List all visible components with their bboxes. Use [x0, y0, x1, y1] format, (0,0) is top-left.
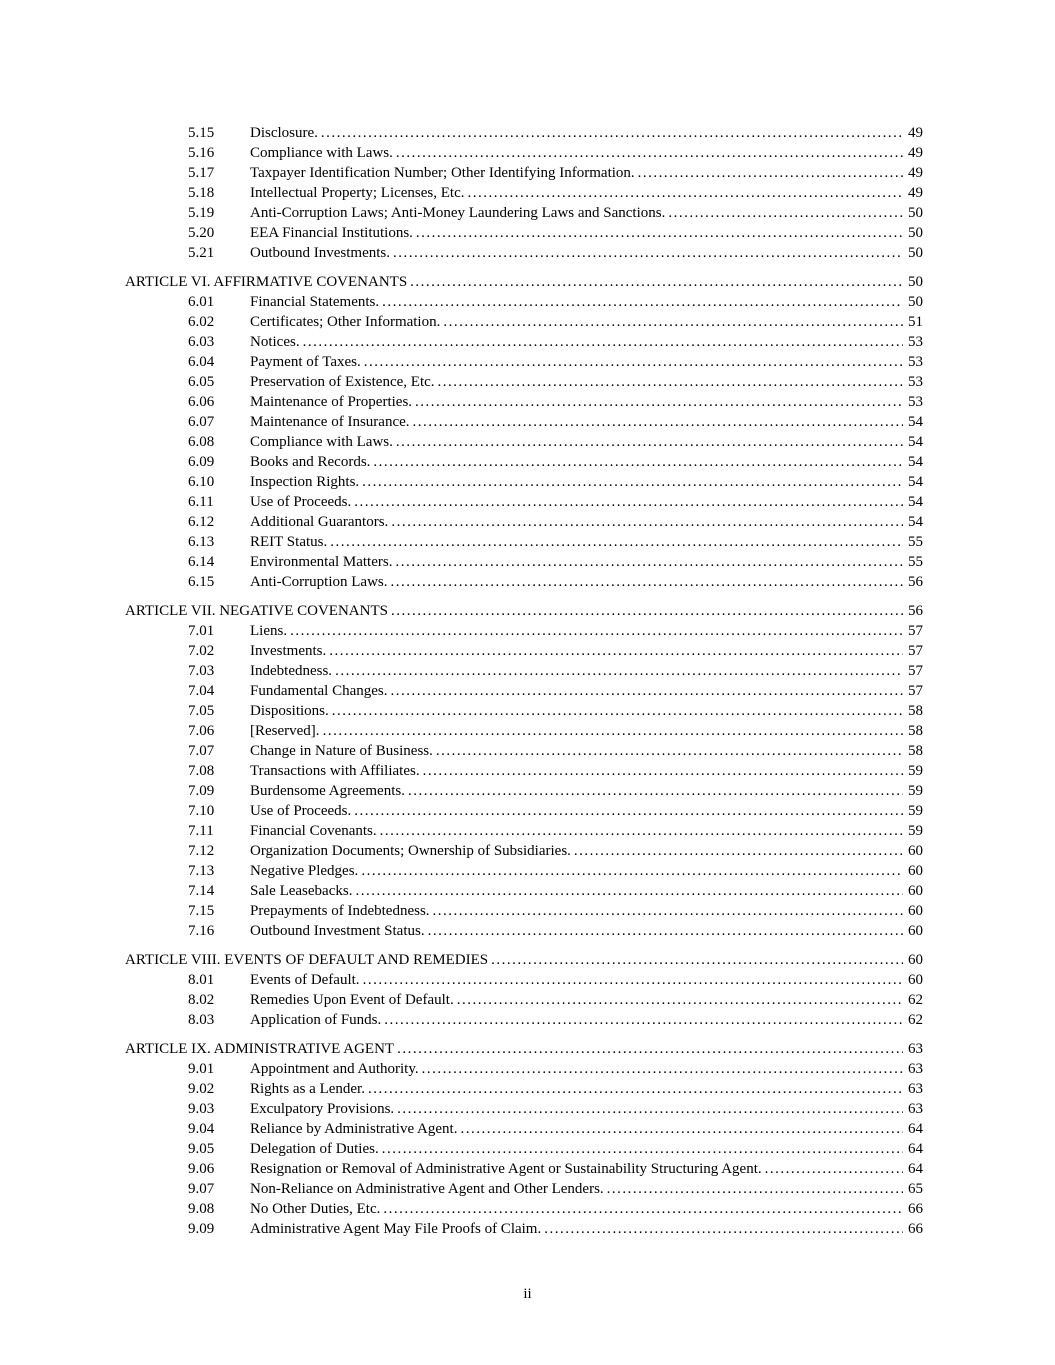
toc-entry-title: Change in Nature of Business.	[250, 743, 433, 759]
toc-entry-number: 6.12	[188, 514, 215, 530]
toc-entry-number: 5.19	[188, 205, 215, 221]
toc-entry-number: 9.02	[188, 1081, 215, 1097]
toc-section-row	[125, 990, 923, 1010]
toc-entry-title: Payment of Taxes.	[250, 354, 361, 370]
toc-section-row	[125, 372, 923, 392]
toc-article-row	[125, 601, 923, 621]
toc-entry-number: 7.01	[188, 623, 215, 639]
toc-entry-number: 6.04	[188, 354, 215, 370]
table-of-contents	[125, 123, 923, 1239]
dot-leader	[544, 1219, 903, 1239]
toc-section-row	[125, 1199, 923, 1219]
toc-section-row	[125, 1219, 923, 1239]
toc-entry-page: 62	[908, 1012, 923, 1028]
dot-leader	[321, 123, 903, 143]
toc-entry-title: Exculpatory Provisions.	[250, 1101, 395, 1117]
dot-leader	[290, 621, 903, 641]
toc-entry-number: 6.02	[188, 314, 215, 330]
toc-entry-title: Events of Default.	[250, 972, 360, 988]
toc-entry-number: 6.06	[188, 394, 215, 410]
toc-entry-title: EEA Financial Institutions.	[250, 225, 413, 241]
dot-leader	[607, 1179, 903, 1199]
toc-section-row	[125, 970, 923, 990]
toc-entry-title: Anti-Corruption Laws.	[250, 574, 388, 590]
toc-entry-page: 60	[908, 863, 923, 879]
toc-entry-number: 7.15	[188, 903, 215, 919]
toc-entry-page: 54	[908, 434, 923, 450]
toc-entry-page: 58	[908, 743, 923, 759]
toc-entry-number: 7.08	[188, 763, 215, 779]
toc-entry-number: 5.15	[188, 125, 215, 141]
toc-section-row	[125, 1139, 923, 1159]
toc-section-row	[125, 332, 923, 352]
toc-entry-title: REIT Status.	[250, 534, 328, 550]
toc-entry-page: 54	[908, 414, 923, 430]
toc-entry-number: 9.08	[188, 1201, 215, 1217]
toc-entry-title: Financial Statements.	[250, 294, 380, 310]
toc-entry-number: 7.14	[188, 883, 215, 899]
toc-article-row	[125, 950, 923, 970]
toc-entry-number: 8.02	[188, 992, 215, 1008]
toc-entry-page: 53	[908, 334, 923, 350]
toc-entry-page: 59	[908, 763, 923, 779]
dot-leader	[391, 601, 903, 621]
dot-leader	[416, 223, 903, 243]
toc-entry-page: 54	[908, 494, 923, 510]
dot-leader	[413, 412, 903, 432]
toc-entry-number: 7.11	[188, 823, 214, 839]
toc-entry-title: Application of Funds.	[250, 1012, 382, 1028]
toc-section-row	[125, 492, 923, 512]
dot-leader	[433, 901, 903, 921]
toc-entry-title: Environmental Matters.	[250, 554, 393, 570]
toc-entry-page: 64	[908, 1121, 923, 1137]
toc-entry-title: Burdensome Agreements.	[250, 783, 405, 799]
toc-section-row	[125, 243, 923, 263]
toc-section-row	[125, 352, 923, 372]
toc-entry-number: 6.09	[188, 454, 215, 470]
toc-article-row	[125, 1039, 923, 1059]
toc-section-row	[125, 203, 923, 223]
toc-entry-page: 49	[908, 165, 923, 181]
toc-section-row	[125, 1099, 923, 1119]
dot-leader	[373, 452, 903, 472]
dot-leader	[330, 532, 903, 552]
toc-entry-title: Use of Proceeds.	[250, 803, 352, 819]
toc-entry-page: 51	[908, 314, 923, 330]
toc-entry-title: Resignation or Removal of Administrative Agent or Sustainability Structuring Agent.	[250, 1161, 762, 1177]
toc-entry-page: 59	[908, 803, 923, 819]
dot-leader	[668, 203, 903, 223]
toc-entry-title: Transactions with Affiliates.	[250, 763, 420, 779]
dot-leader	[423, 761, 903, 781]
toc-entry-title: ARTICLE VIII. EVENTS OF DEFAULT AND REMEDIES	[125, 952, 489, 968]
toc-article-row	[125, 272, 923, 292]
toc-entry-number: 9.06	[188, 1161, 215, 1177]
toc-entry-number: 8.01	[188, 972, 215, 988]
toc-entry-number: 5.20	[188, 225, 215, 241]
toc-entry-number: 6.07	[188, 414, 215, 430]
dot-leader	[354, 801, 903, 821]
toc-section-row	[125, 552, 923, 572]
toc-entry-number: 5.18	[188, 185, 215, 201]
toc-section-row	[125, 123, 923, 143]
toc-entry-page: 56	[908, 603, 923, 619]
dot-leader	[436, 741, 903, 761]
page-footer	[0, 1284, 1055, 1304]
toc-entry-number: 7.16	[188, 923, 215, 939]
toc-entry-title: Remedies Upon Event of Default.	[250, 992, 454, 1008]
toc-section-row	[125, 1179, 923, 1199]
toc-entry-page: 53	[908, 354, 923, 370]
toc-section-row	[125, 621, 923, 641]
toc-entry-page: 60	[908, 883, 923, 899]
toc-entry-page: 56	[908, 574, 923, 590]
toc-entry-page: 54	[908, 514, 923, 530]
toc-entry-number: 7.12	[188, 843, 215, 859]
toc-entry-page: 49	[908, 185, 923, 201]
toc-section-row	[125, 681, 923, 701]
toc-entry-page: 58	[908, 703, 923, 719]
toc-entry-page: 65	[908, 1181, 923, 1197]
dot-leader	[383, 1199, 903, 1219]
toc-entry-title: Use of Proceeds.	[250, 494, 352, 510]
toc-entry-number: 5.17	[188, 165, 215, 181]
toc-entry-page: 57	[908, 643, 923, 659]
dot-leader	[354, 492, 903, 512]
toc-entry-title: Disclosure.	[250, 125, 318, 141]
toc-entry-page: 50	[908, 245, 923, 261]
toc-entry-title: Compliance with Laws.	[250, 434, 393, 450]
toc-section-row	[125, 1119, 923, 1139]
toc-section-row	[125, 701, 923, 721]
toc-entry-page: 60	[908, 843, 923, 859]
toc-entry-title: ARTICLE IX. ADMINISTRATIVE AGENT	[125, 1041, 395, 1057]
dot-leader	[323, 721, 903, 741]
dot-leader	[390, 572, 903, 592]
dot-leader	[443, 312, 903, 332]
dot-leader	[382, 292, 903, 312]
toc-entry-page: 50	[908, 205, 923, 221]
toc-section-row	[125, 143, 923, 163]
dot-leader	[438, 372, 903, 392]
toc-entry-page: 63	[908, 1081, 923, 1097]
toc-section-row	[125, 921, 923, 941]
dot-leader	[390, 681, 903, 701]
toc-entry-number: 9.04	[188, 1121, 215, 1137]
dot-leader	[410, 272, 903, 292]
toc-entry-number: 7.05	[188, 703, 215, 719]
toc-entry-page: 60	[908, 972, 923, 988]
toc-entry-number: 6.03	[188, 334, 215, 350]
dot-leader	[457, 990, 903, 1010]
toc-section-row	[125, 163, 923, 183]
toc-entry-page: 57	[908, 663, 923, 679]
toc-entry-page: 62	[908, 992, 923, 1008]
toc-section-row	[125, 1079, 923, 1099]
dot-leader	[362, 472, 903, 492]
dot-leader	[396, 143, 903, 163]
toc-entry-page: 63	[908, 1061, 923, 1077]
toc-entry-title: Compliance with Laws.	[250, 145, 393, 161]
toc-section-row	[125, 1159, 923, 1179]
toc-section-row	[125, 512, 923, 532]
toc-entry-number: 6.05	[188, 374, 215, 390]
toc-section-row	[125, 292, 923, 312]
toc-entry-page: 55	[908, 554, 923, 570]
toc-entry-title: Indebtedness.	[250, 663, 333, 679]
dot-leader	[395, 552, 903, 572]
toc-entry-page: 54	[908, 454, 923, 470]
toc-entry-page: 66	[908, 1201, 923, 1217]
dot-leader	[361, 861, 903, 881]
toc-section-row	[125, 781, 923, 801]
toc-entry-number: 9.03	[188, 1101, 215, 1117]
toc-section-row	[125, 881, 923, 901]
dot-leader	[396, 432, 903, 452]
dot-leader	[428, 921, 903, 941]
toc-entry-number: 9.07	[188, 1181, 215, 1197]
toc-section-row	[125, 841, 923, 861]
toc-entry-title: Maintenance of Insurance.	[250, 414, 410, 430]
toc-section-row	[125, 183, 923, 203]
dot-leader	[384, 1010, 903, 1030]
toc-entry-page: 66	[908, 1221, 923, 1237]
dot-leader	[382, 1139, 903, 1159]
toc-entry-title: Certificates; Other Information.	[250, 314, 441, 330]
toc-entry-number: 7.03	[188, 663, 215, 679]
toc-entry-number: 6.10	[188, 474, 215, 490]
toc-entry-page: 59	[908, 783, 923, 799]
dot-leader	[380, 821, 903, 841]
toc-section-row	[125, 661, 923, 681]
toc-section-row	[125, 412, 923, 432]
toc-section-row	[125, 901, 923, 921]
toc-section-row	[125, 472, 923, 492]
toc-entry-title: Outbound Investments.	[250, 245, 390, 261]
toc-entry-title: ARTICLE VI. AFFIRMATIVE COVENANTS	[125, 274, 408, 290]
toc-entry-number: 7.02	[188, 643, 215, 659]
page-number: ii	[523, 1286, 532, 1302]
toc-entry-title: Appointment and Authority.	[250, 1061, 419, 1077]
toc-section-row	[125, 801, 923, 821]
toc-entry-number: 6.11	[188, 494, 214, 510]
dot-leader	[491, 950, 903, 970]
toc-entry-number: 6.15	[188, 574, 215, 590]
toc-entry-page: 60	[908, 923, 923, 939]
toc-entry-page: 64	[908, 1161, 923, 1177]
toc-entry-title: Organization Documents; Ownership of Subsidiaries.	[250, 843, 571, 859]
toc-entry-page: 55	[908, 534, 923, 550]
toc-entry-title: Fundamental Changes.	[250, 683, 388, 699]
toc-entry-title: Books and Records.	[250, 454, 371, 470]
toc-entry-title: Sale Leasebacks.	[250, 883, 353, 899]
toc-section-row	[125, 761, 923, 781]
toc-entry-title: Delegation of Duties.	[250, 1141, 379, 1157]
toc-section-row	[125, 223, 923, 243]
toc-entry-page: 50	[908, 274, 923, 290]
toc-entry-number: 9.09	[188, 1221, 215, 1237]
dot-leader	[408, 781, 903, 801]
toc-section-row	[125, 821, 923, 841]
toc-section-row	[125, 741, 923, 761]
toc-entry-title: Rights as a Lender.	[250, 1081, 365, 1097]
toc-entry-number: 5.21	[188, 245, 215, 261]
toc-entry-title: Intellectual Property; Licenses, Etc.	[250, 185, 465, 201]
toc-section-row	[125, 572, 923, 592]
toc-entry-page: 49	[908, 125, 923, 141]
toc-entry-page: 54	[908, 474, 923, 490]
toc-entry-page: 50	[908, 225, 923, 241]
toc-entry-number: 6.01	[188, 294, 215, 310]
dot-leader	[335, 661, 903, 681]
toc-entry-title: Investments.	[250, 643, 327, 659]
dot-leader	[329, 641, 903, 661]
toc-section-row	[125, 312, 923, 332]
toc-section-row	[125, 1010, 923, 1030]
dot-leader	[638, 163, 903, 183]
toc-entry-number: 7.10	[188, 803, 215, 819]
toc-section-row	[125, 532, 923, 552]
toc-section-row	[125, 721, 923, 741]
toc-entry-page: 57	[908, 623, 923, 639]
dot-leader	[460, 1119, 903, 1139]
dot-leader	[574, 841, 903, 861]
toc-entry-title: Taxpayer Identification Number; Other Identifying Information.	[250, 165, 635, 181]
dot-leader	[397, 1039, 903, 1059]
dot-leader	[468, 183, 903, 203]
toc-entry-title: Anti-Corruption Laws; Anti-Money Laundering Laws and Sanctions.	[250, 205, 666, 221]
toc-entry-number: 9.05	[188, 1141, 215, 1157]
toc-entry-number: 6.08	[188, 434, 215, 450]
toc-entry-title: Maintenance of Properties.	[250, 394, 413, 410]
toc-section-row	[125, 1059, 923, 1079]
dot-leader	[765, 1159, 903, 1179]
toc-entry-number: 7.06	[188, 723, 215, 739]
toc-section-row	[125, 641, 923, 661]
toc-entry-number: 7.07	[188, 743, 215, 759]
toc-entry-page: 50	[908, 294, 923, 310]
toc-entry-title: Additional Guarantors.	[250, 514, 389, 530]
toc-entry-title: ARTICLE VII. NEGATIVE COVENANTS	[125, 603, 388, 619]
toc-entry-page: 53	[908, 374, 923, 390]
dot-leader	[303, 332, 903, 352]
toc-entry-title: No Other Duties, Etc.	[250, 1201, 381, 1217]
toc-entry-title: Non-Reliance on Administrative Agent and Other Lenders.	[250, 1181, 604, 1197]
toc-entry-title: Reliance by Administrative Agent.	[250, 1121, 458, 1137]
toc-entry-page: 64	[908, 1141, 923, 1157]
toc-section-row	[125, 452, 923, 472]
dot-leader	[415, 392, 903, 412]
toc-entry-page: 60	[908, 903, 923, 919]
dot-leader	[355, 881, 903, 901]
toc-entry-number: 7.13	[188, 863, 215, 879]
toc-entry-title: Negative Pledges.	[250, 863, 359, 879]
toc-entry-page: 60	[908, 952, 923, 968]
dot-leader	[363, 970, 903, 990]
toc-entry-page: 57	[908, 683, 923, 699]
dot-leader	[364, 352, 903, 372]
toc-entry-page: 58	[908, 723, 923, 739]
toc-entry-page: 53	[908, 394, 923, 410]
toc-entry-page: 63	[908, 1041, 923, 1057]
toc-entry-title: Inspection Rights.	[250, 474, 360, 490]
toc-entry-title: Notices.	[250, 334, 300, 350]
dot-leader	[422, 1059, 903, 1079]
toc-section-row	[125, 432, 923, 452]
toc-entry-page: 63	[908, 1101, 923, 1117]
toc-entry-title: [Reserved].	[250, 723, 320, 739]
toc-entry-title: Administrative Agent May File Proofs of Claim.	[250, 1221, 542, 1237]
toc-entry-title: Preservation of Existence, Etc.	[250, 374, 435, 390]
toc-entry-title: Dispositions.	[250, 703, 329, 719]
dot-leader	[393, 243, 903, 263]
toc-entry-number: 8.03	[188, 1012, 215, 1028]
dot-leader	[368, 1079, 903, 1099]
toc-entry-title: Liens.	[250, 623, 288, 639]
toc-entry-number: 7.09	[188, 783, 215, 799]
toc-entry-title: Prepayments of Indebtedness.	[250, 903, 430, 919]
toc-section-row	[125, 861, 923, 881]
dot-leader	[391, 512, 903, 532]
toc-entry-number: 6.13	[188, 534, 215, 550]
toc-entry-page: 59	[908, 823, 923, 839]
toc-entry-number: 6.14	[188, 554, 215, 570]
toc-entry-number: 7.04	[188, 683, 215, 699]
toc-section-row	[125, 392, 923, 412]
toc-entry-number: 5.16	[188, 145, 215, 161]
toc-entry-page: 49	[908, 145, 923, 161]
toc-entry-title: Financial Covenants.	[250, 823, 377, 839]
toc-entry-number: 9.01	[188, 1061, 215, 1077]
dot-leader	[397, 1099, 903, 1119]
dot-leader	[332, 701, 903, 721]
toc-entry-title: Outbound Investment Status.	[250, 923, 425, 939]
